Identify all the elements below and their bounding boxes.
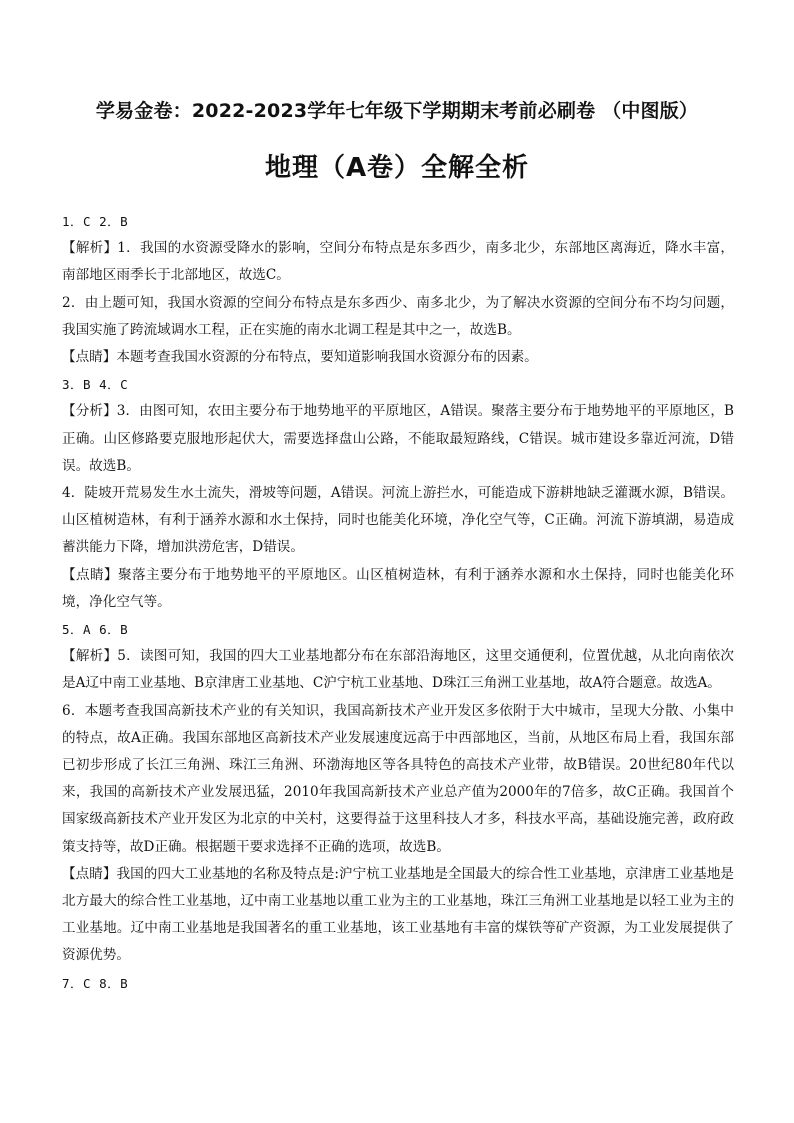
answer-explanations [62, 208, 734, 997]
answer-key-line: 3．B 4．C [62, 377, 129, 393]
exam-series-title: 学易金卷：2022-2023学年七年级下学期期末考前必刷卷 （中图版） [95, 100, 699, 122]
explanation-paragraph: 2．由上题可知，我国水资源的空间分布特点是东多西少、南多北少，为了解决水资源的空间分布不均匀问题，我国实施了跨流域调水工程，正在实施的南水北调工程是其中之一，故选B。 [62, 294, 734, 338]
comment-paragraph: 【点睛】我国的四大工业基地的名称及特点是:沪宁杭工业基地是全国最大的综合性工业基地，京津唐工业基地是北方最大的综合性工业基地，辽中南工业基地以重工业为主的工业基地，珠江三角洲工业基地是以轻工业为主的工业基地。辽中南工业基地是我国著名的重工业基地，该工业基地有丰富的煤铁等矿产资源，为工业发展提供了资源优势。 [62, 865, 734, 964]
explanation-paragraph: 【分析】3．由图可知，农田主要分布于地势地平的平原地区，A错误。聚落主要分布于地势地平的平原地区，B正确。山区修路要克服地形起伏大，需要选择盘山公路，不能取最短路线，C错误。城市建设多靠近河流，D错误。故选B。 [62, 403, 734, 474]
answer-key-line: 7．C 8．B [62, 975, 129, 991]
comment-paragraph: 【点睛】本题考查我国水资源的分布特点，要知道影响我国水资源分布的因素。 [62, 349, 538, 366]
explanation-paragraph: 4．陡坡开荒易发生水土流失，滑坡等问题，A错误。河流上游拦水，可能造成下游耕地缺乏灌溉水源，B错误。山区植树造林，有利于涵养水源和水土保持，同时也能美化环境，净化空气等，C正确。河流下游填湖，易造成蓄洪能力下降，增加洪涝危害，D错误。 [62, 485, 734, 556]
comment-paragraph: 【点睛】聚落主要分布于地势地平的平原地区。山区植树造林，有利于涵养水源和水土保持，同时也能美化环境，净化空气等。 [62, 566, 734, 610]
explanation-paragraph: 6．本题考查我国高新技术产业的有关知识，我国高新技术产业开发区多依附于大中城市，呈现大分散、小集中的特点，故A正确。我国东部地区高新技术产业发展速度远高于中西部地区，当前，从地区布局上看，我国东部已初步形成了长江三角洲、珠江三角洲、环渤海地区等各具特色的高技术产业带，故B错误。20世纪80年代以来，我国的高新技术产业发展迅猛，2010年我国高新技术产业总产值为2000年的7倍多，故C正确。我国首个国家级高新技术产业开发区为北京的中关村，这要得益于这里科技人才多，科技水平高，基础设施完善，政府政策支持等，故D正确。根据题干要求选择不正确的选项，故选B。 [62, 702, 734, 855]
answer-key-line: 1．C 2．B [62, 214, 129, 229]
page-title: 地理（A卷）全解全析 [264, 153, 530, 183]
explanation-paragraph: 【解析】1．我国的水资源受降水的影响，空间分布特点是东多西少，南多北少，东部地区离海近，降水丰富，南部地区雨季长于北部地区，故选C。 [62, 240, 734, 284]
explanation-paragraph: 【解析】5．读图可知，我国的四大工业基地都分布在东部沿海地区，这里交通便利，位置优越，从北向南依次是A辽中南工业基地、B京津唐工业基地、C沪宁杭工业基地、D珠江三角洲工业基地，故A符合题意。故选A。 [62, 648, 734, 692]
answer-key-line: 5．A 6．B [62, 622, 129, 638]
